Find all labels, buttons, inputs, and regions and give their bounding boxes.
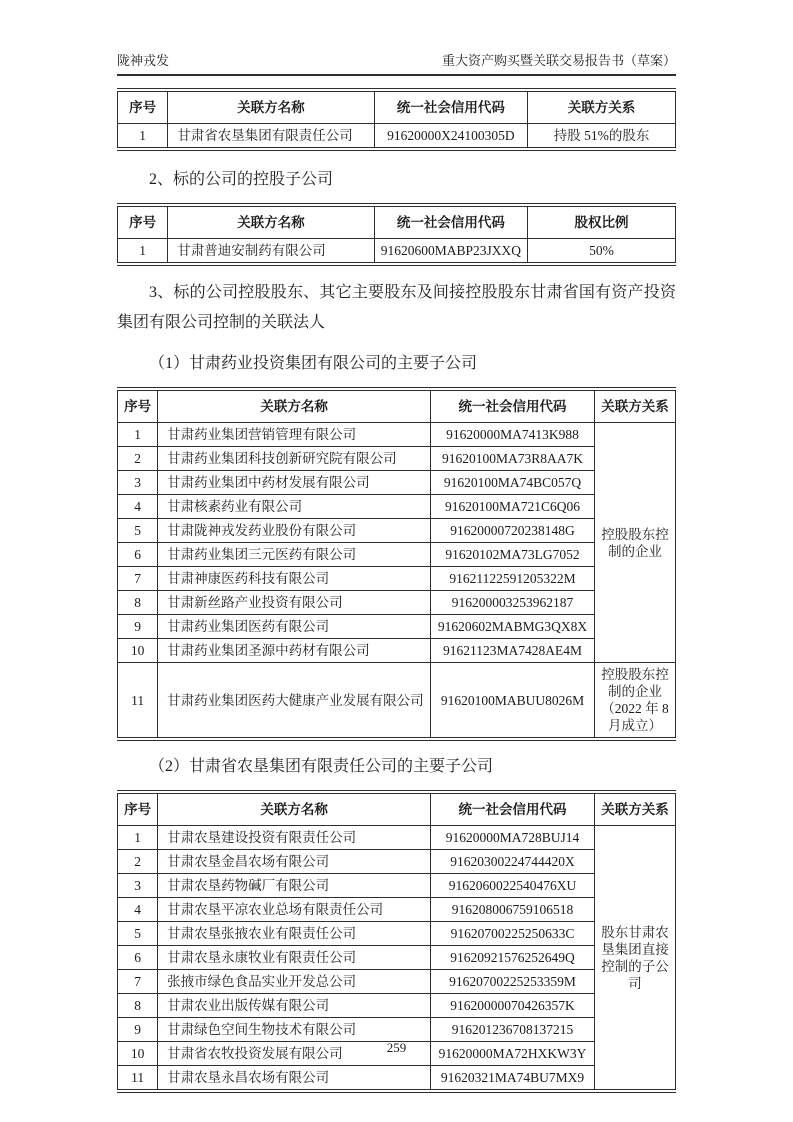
relation-merged-cell: 控股股东控制的企业（2022 年 8 月成立） bbox=[595, 663, 676, 740]
row-index-cell: 6 bbox=[118, 543, 158, 567]
party-name-cell: 甘肃神康医药科技有限公司 bbox=[158, 567, 431, 591]
table-row bbox=[118, 922, 676, 946]
column-header: 关联方名称 bbox=[158, 389, 431, 423]
page-content bbox=[117, 0, 676, 1093]
party-name-cell: 甘肃农垦永康牧业有限责任公司 bbox=[158, 946, 431, 970]
party-name-cell: 甘肃农垦永昌农场有限公司 bbox=[158, 1066, 431, 1092]
table-header-row bbox=[118, 205, 676, 239]
row-index-cell: 6 bbox=[118, 946, 158, 970]
credit-code-cell: 91620000720238148G bbox=[431, 519, 595, 543]
table-row bbox=[118, 423, 676, 447]
party-name-cell: 甘肃药业集团中药材发展有限公司 bbox=[158, 471, 431, 495]
row-index-cell: 2 bbox=[118, 447, 158, 471]
party-name-cell: 甘肃新丝路产业投资有限公司 bbox=[158, 591, 431, 615]
row-index-cell: 3 bbox=[118, 471, 158, 495]
header-right-title: 重大资产购买暨关联交易报告书（草案） bbox=[441, 53, 676, 68]
row-index-cell: 5 bbox=[118, 922, 158, 946]
party-name-cell: 甘肃普迪安制药有限公司 bbox=[168, 239, 374, 265]
table-row bbox=[118, 615, 676, 639]
party-name-cell: 甘肃绿色空间生物技术有限公司 bbox=[158, 1018, 431, 1042]
table-row bbox=[118, 639, 676, 663]
table-row bbox=[118, 567, 676, 591]
party-name-cell: 甘肃核素药业有限公司 bbox=[158, 495, 431, 519]
party-name-cell: 甘肃药业集团圣源中药材有限公司 bbox=[158, 639, 431, 663]
table-row bbox=[118, 447, 676, 471]
table-row bbox=[118, 898, 676, 922]
column-header: 序号 bbox=[118, 389, 158, 423]
credit-code-cell: 91620000070426357K bbox=[431, 994, 595, 1018]
row-index-cell: 1 bbox=[118, 124, 168, 150]
party-name-cell: 甘肃农垦张掖农业有限责任公司 bbox=[158, 922, 431, 946]
relation-cell: 50% bbox=[528, 239, 676, 265]
credit-code-cell: 91620000MA72HXKW3Y bbox=[431, 1042, 595, 1066]
credit-code-cell: 91620100MA721C6Q06 bbox=[431, 495, 595, 519]
column-header: 序号 bbox=[118, 792, 158, 826]
column-header: 关联方名称 bbox=[168, 205, 374, 239]
credit-code-cell: 916201236708137215 bbox=[431, 1018, 595, 1042]
party-name-cell: 甘肃药业集团医药大健康产业发展有限公司 bbox=[158, 663, 431, 740]
column-header: 关联方名称 bbox=[168, 90, 374, 124]
column-header: 统一社会信用代码 bbox=[431, 389, 595, 423]
credit-code-cell: 91620100MA73R8AA7K bbox=[431, 447, 595, 471]
party-name-cell: 甘肃农垦平凉农业总场有限责任公司 bbox=[158, 898, 431, 922]
section-2-heading: 2、标的公司的控股子公司 bbox=[149, 171, 334, 188]
credit-code-cell: 91621123MA7428AE4M bbox=[431, 639, 595, 663]
table-row bbox=[118, 946, 676, 970]
credit-code-cell: 91620602MABMG3QX8X bbox=[431, 615, 595, 639]
party-name-cell: 甘肃药业集团科技创新研究院有限公司 bbox=[158, 447, 431, 471]
row-index-cell: 8 bbox=[118, 591, 158, 615]
credit-code-cell: 91620300224744420X bbox=[431, 850, 595, 874]
row-index-cell: 1 bbox=[118, 423, 158, 447]
table-row bbox=[118, 874, 676, 898]
row-index-cell: 4 bbox=[118, 898, 158, 922]
credit-code-cell: 91620700225253359M bbox=[431, 970, 595, 994]
row-index-cell: 8 bbox=[118, 994, 158, 1018]
party-name-cell: 甘肃药业集团营销管理有限公司 bbox=[158, 423, 431, 447]
credit-code-cell: 91620100MA74BC057Q bbox=[431, 471, 595, 495]
credit-code-cell: 91621122591205322M bbox=[431, 567, 595, 591]
table-row bbox=[118, 994, 676, 1018]
credit-code-cell: 91620102MA73LG7052 bbox=[431, 543, 595, 567]
table-row bbox=[118, 543, 676, 567]
section-3-heading: 3、标的公司控股股东、其它主要股东及间接控股股东甘肃省国有资产投资集团有限公司控制的关联法人 bbox=[117, 284, 676, 331]
party-name-cell: 甘肃药业集团医药有限公司 bbox=[158, 615, 431, 639]
row-index-cell: 1 bbox=[118, 826, 158, 850]
table-row bbox=[118, 591, 676, 615]
controlling-shareholder-table bbox=[117, 88, 676, 151]
pharma-group-subsidiaries-table bbox=[117, 387, 676, 741]
table-row bbox=[118, 519, 676, 543]
party-name-cell: 甘肃农垦金昌农场有限公司 bbox=[158, 850, 431, 874]
row-index-cell: 9 bbox=[118, 615, 158, 639]
table-header-row bbox=[118, 792, 676, 826]
relation-merged-cell: 股东甘肃农垦集团直接控制的子公司 bbox=[595, 826, 676, 1092]
party-name-cell: 甘肃农业出版传媒有限公司 bbox=[158, 994, 431, 1018]
table-row bbox=[118, 970, 676, 994]
party-name-cell: 张掖市绿色食品实业开发总公司 bbox=[158, 970, 431, 994]
credit-code-cell: 91620100MABUU8026M bbox=[431, 663, 595, 740]
column-header: 序号 bbox=[118, 90, 168, 124]
row-index-cell: 4 bbox=[118, 495, 158, 519]
credit-code-cell: 91620600MABP23JXXQ bbox=[374, 239, 527, 265]
credit-code-cell: 9162060022540476XU bbox=[431, 874, 595, 898]
table-row bbox=[118, 495, 676, 519]
row-index-cell: 9 bbox=[118, 1018, 158, 1042]
column-header: 关联方名称 bbox=[158, 792, 431, 826]
relation-cell: 持股 51%的股东 bbox=[528, 124, 676, 150]
table-row bbox=[118, 850, 676, 874]
party-name-cell: 甘肃省农牧投资发展有限公司 bbox=[158, 1042, 431, 1066]
credit-code-cell: 91620000X24100305D bbox=[374, 124, 527, 150]
row-index-cell: 5 bbox=[118, 519, 158, 543]
column-header: 统一社会信用代码 bbox=[431, 792, 595, 826]
subsection-2-heading: （2）甘肃省农垦集团有限责任公司的主要子公司 bbox=[149, 758, 494, 775]
row-index-cell: 3 bbox=[118, 874, 158, 898]
running-header bbox=[117, 0, 676, 76]
table-row bbox=[118, 239, 676, 265]
credit-code-cell: 91620000MA728BUJ14 bbox=[431, 826, 595, 850]
column-header: 关联方关系 bbox=[595, 389, 676, 423]
party-name-cell: 甘肃农垦建设投资有限责任公司 bbox=[158, 826, 431, 850]
subsection-1-heading: （1）甘肃药业投资集团有限公司的主要子公司 bbox=[149, 355, 478, 372]
table-header-row bbox=[118, 389, 676, 423]
table-row bbox=[118, 124, 676, 150]
column-header: 关联方关系 bbox=[595, 792, 676, 826]
party-name-cell: 甘肃陇神戎发药业股份有限公司 bbox=[158, 519, 431, 543]
relation-merged-cell: 控股股东控制的企业 bbox=[595, 423, 676, 663]
page-number: 259 bbox=[386, 1040, 407, 1055]
holding-subsidiary-table bbox=[117, 203, 676, 266]
credit-code-cell: 916208006759106518 bbox=[431, 898, 595, 922]
credit-code-cell: 91620700225250633C bbox=[431, 922, 595, 946]
table-header-row bbox=[118, 90, 676, 124]
column-header: 统一社会信用代码 bbox=[374, 205, 527, 239]
table-row bbox=[118, 1018, 676, 1042]
column-header: 股权比例 bbox=[528, 205, 676, 239]
table-row bbox=[118, 1066, 676, 1092]
row-index-cell: 7 bbox=[118, 567, 158, 591]
credit-code-cell: 916200003253962187 bbox=[431, 591, 595, 615]
row-index-cell: 10 bbox=[118, 1042, 158, 1066]
table-row bbox=[118, 826, 676, 850]
column-header: 关联方关系 bbox=[528, 90, 676, 124]
row-index-cell: 10 bbox=[118, 639, 158, 663]
row-index-cell: 2 bbox=[118, 850, 158, 874]
row-index-cell: 1 bbox=[118, 239, 168, 265]
row-index-cell: 11 bbox=[118, 663, 158, 740]
column-header: 序号 bbox=[118, 205, 168, 239]
header-left-title: 陇神戎发 bbox=[117, 53, 170, 68]
row-index-cell: 11 bbox=[118, 1066, 158, 1092]
party-name-cell: 甘肃药业集团三元医药有限公司 bbox=[158, 543, 431, 567]
credit-code-cell: 91620000MA7413K988 bbox=[431, 423, 595, 447]
column-header: 统一社会信用代码 bbox=[374, 90, 527, 124]
table-row bbox=[118, 471, 676, 495]
credit-code-cell: 91620921576252649Q bbox=[431, 946, 595, 970]
table-row bbox=[118, 663, 676, 740]
party-name-cell: 甘肃农垦药物碱厂有限公司 bbox=[158, 874, 431, 898]
party-name-cell: 甘肃省农垦集团有限责任公司 bbox=[168, 124, 374, 150]
credit-code-cell: 91620321MA74BU7MX9 bbox=[431, 1066, 595, 1092]
row-index-cell: 7 bbox=[118, 970, 158, 994]
